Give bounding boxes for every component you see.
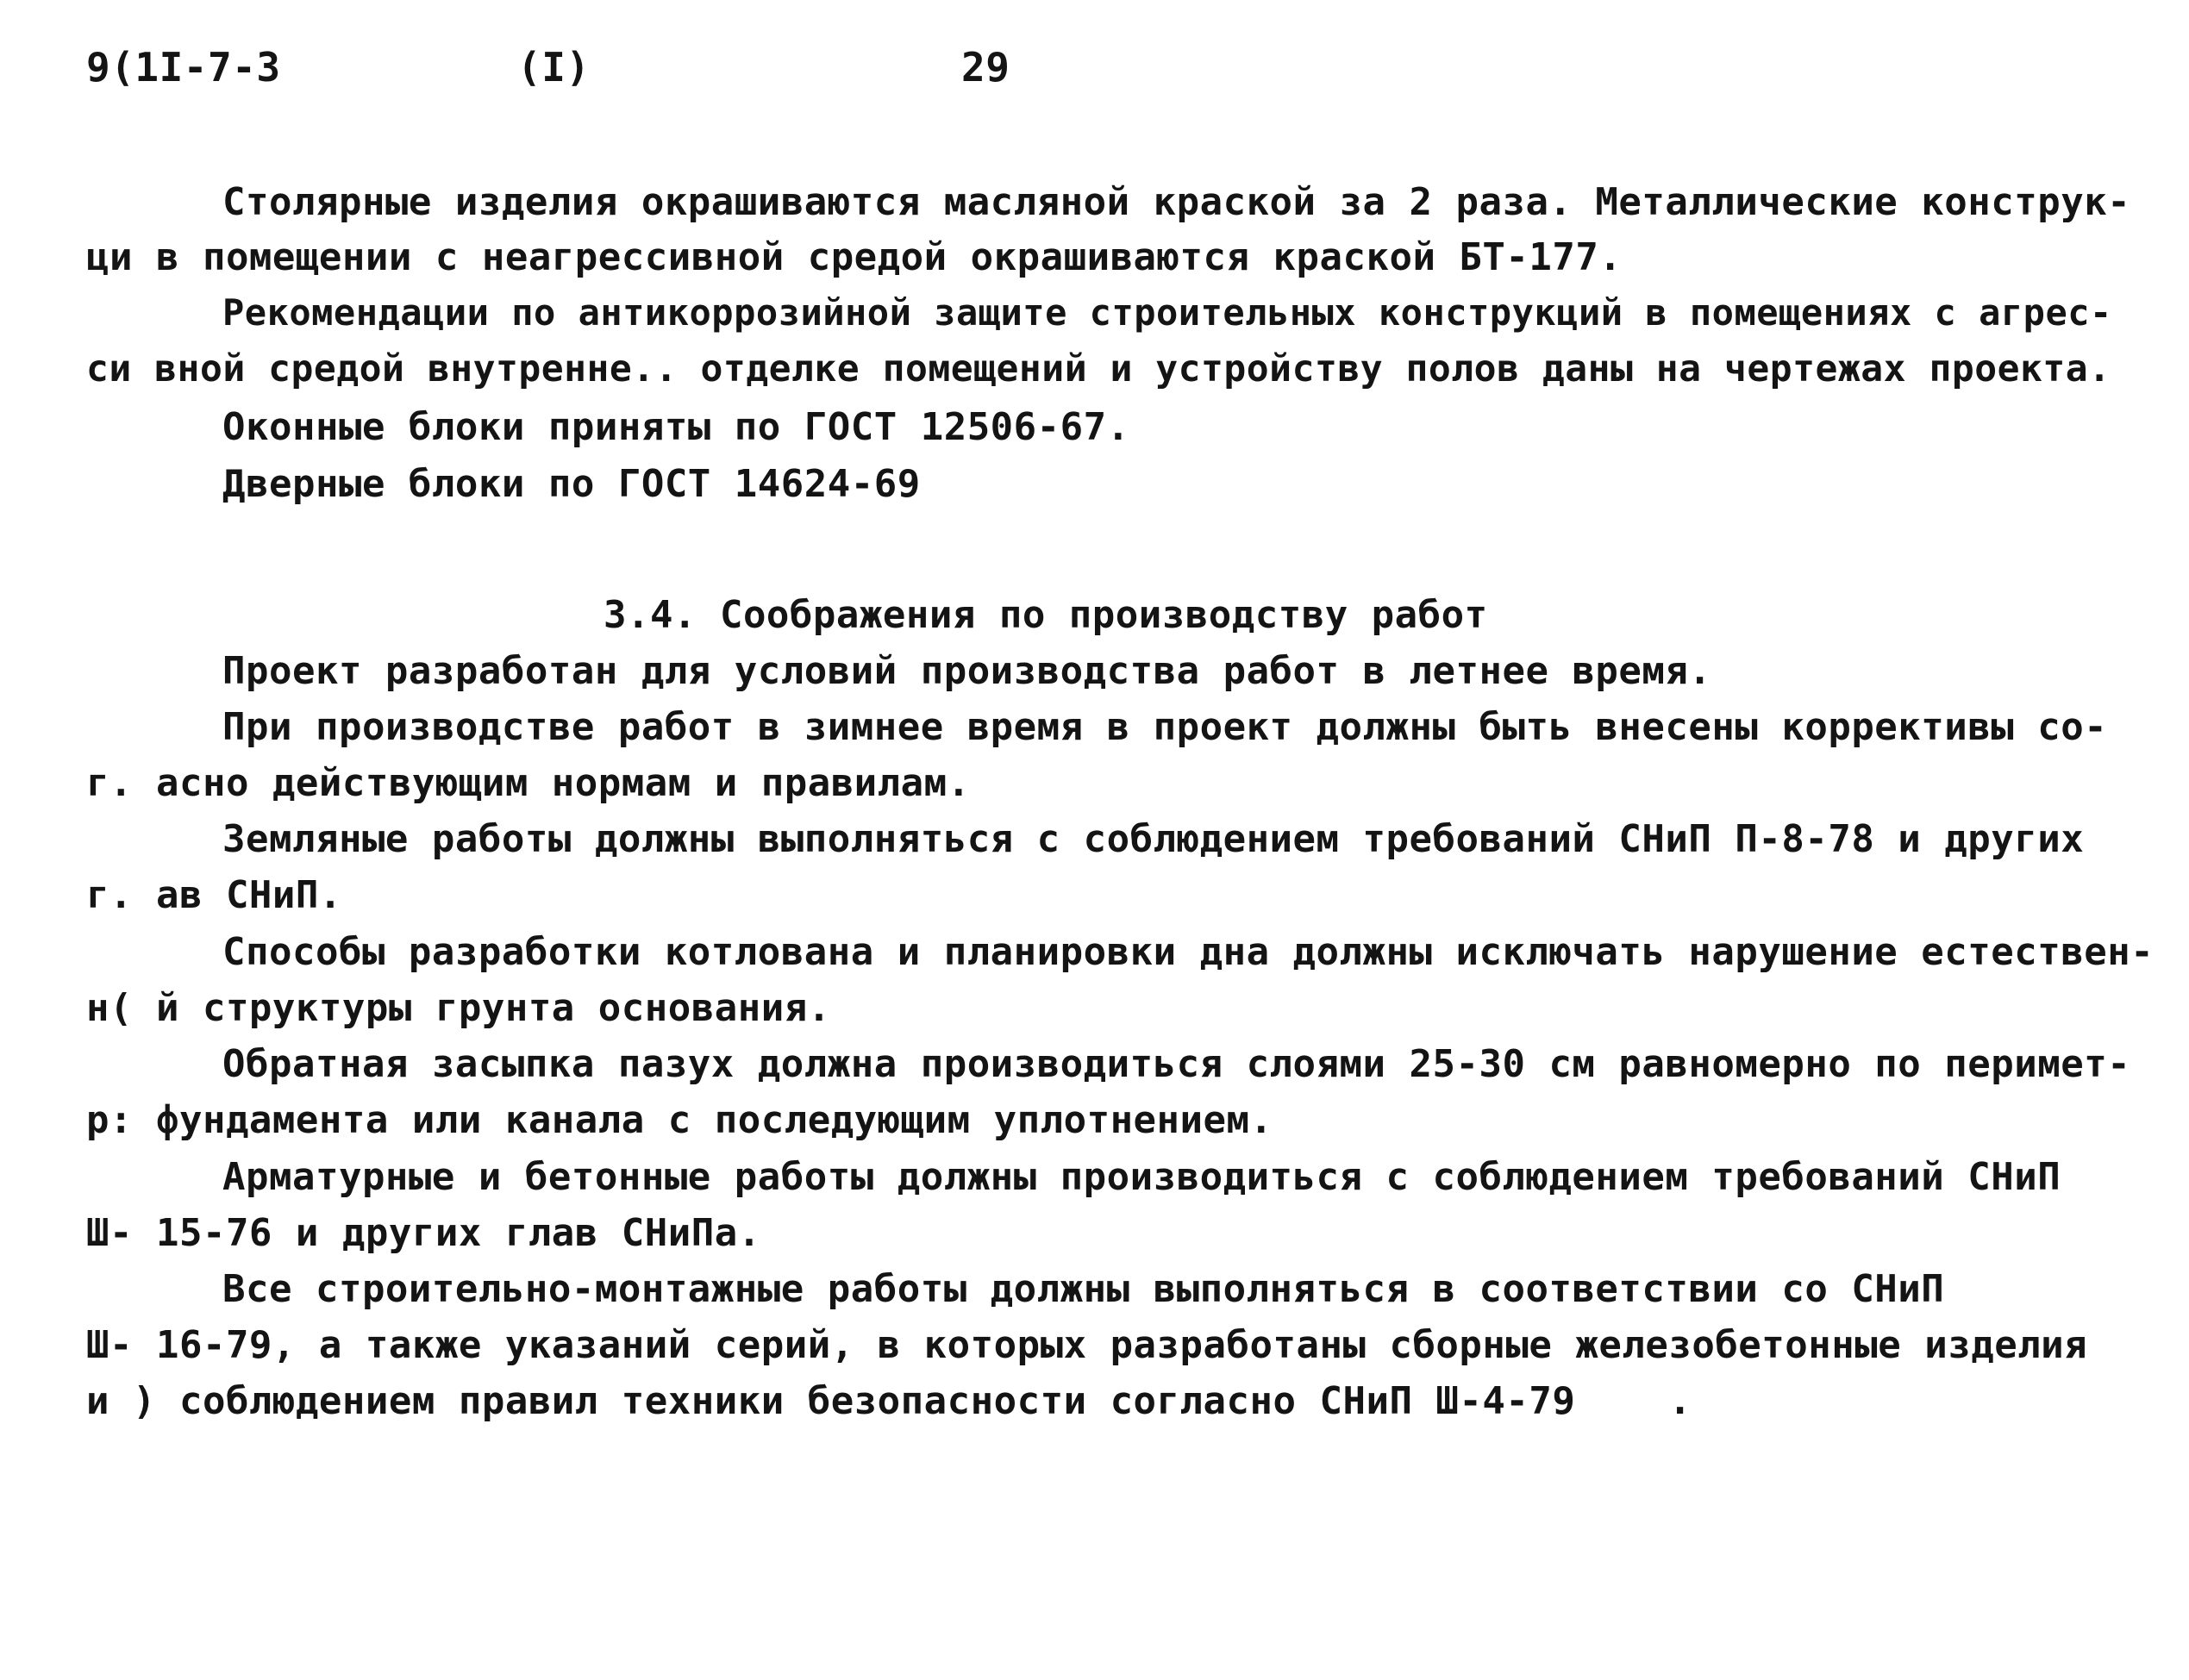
text-line: Все строительно-монтажные работы должны выполняться в соответствии со СНиП	[222, 1267, 1945, 1311]
text-line: Способы разработки котлована и планировки дна должны исключать нарушение естествен-	[222, 930, 2155, 974]
document-code: 9(1I-7-3	[86, 44, 281, 91]
text-line: и ) соблюдением правил техники безопасности согласно СНиП Ш-4-79 .	[86, 1379, 1692, 1423]
text-line: г. асно действующим нормам и правилам.	[86, 761, 971, 805]
text-line: р: фундамента или канала с последующим уплотнением.	[86, 1098, 1273, 1142]
text-line: При производстве работ в зимнее время в проект должны быть внесены коррективы со-	[222, 705, 2108, 749]
page-number: 29	[961, 44, 1010, 91]
text-line: ци в помещении с неагрессивной средой окрашиваются краской БТ-177.	[86, 235, 1623, 279]
text-line: Земляные работы должны выполняться с соблюдением требований СНиП П-8-78 и других	[222, 817, 2085, 861]
text-line: Проект разработан для условий производства работ в летнее время.	[222, 649, 1712, 693]
text-line: н( й структуры грунта основания.	[86, 986, 831, 1030]
text-line: Ш- 16-79, а также указаний серий, в которых разработаны сборные железобетонные изделия	[86, 1323, 2088, 1367]
text-line: си вной средой внутренне.. отделке помещений и устройству полов даны на чертежах проекта.	[86, 347, 2111, 390]
text-line: Столярные изделия окрашиваются масляной краской за 2 раза. Металлические конструк-	[222, 180, 2131, 224]
text-line: Оконные блоки приняты по ГОСТ 12506-67.	[222, 405, 1130, 449]
sheet-number: (I)	[517, 44, 591, 91]
section-heading: 3.4. Соображения по производству работ	[604, 593, 1488, 637]
text-line: Рекомендации по антикоррозийной защите строительных конструкций в помещениях с агрес-	[222, 291, 2112, 334]
text-line: Арматурные и бетонные работы должны производиться с соблюдением требований СНиП	[222, 1155, 2061, 1199]
text-line: г. ав СНиП.	[86, 873, 342, 917]
text-line: Обратная засыпка пазух должна производиться слоями 25-30 см равномерно по перимет-	[222, 1042, 2131, 1086]
text-line: Дверные блоки по ГОСТ 14624-69	[222, 462, 921, 506]
text-line: Ш- 15-76 и других глав СНиПа.	[86, 1211, 761, 1255]
